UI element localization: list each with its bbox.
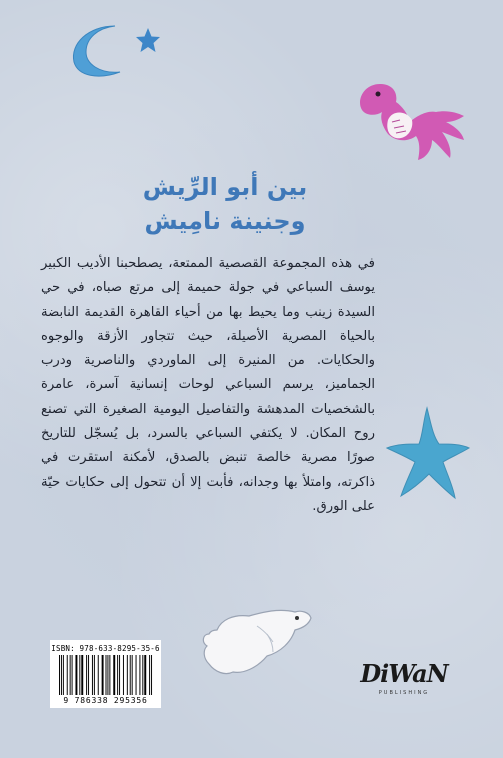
barcode-bar: [144, 655, 146, 695]
barcode-bar: [88, 655, 89, 695]
barcode-bar: [59, 655, 60, 695]
barcode-bar: [107, 655, 108, 695]
barcode-bar: [109, 655, 110, 695]
isbn-barcode: [50, 640, 161, 708]
book-title-line1: بين أبو الرِّيش: [142, 173, 308, 201]
pink-bird-illustration: [352, 70, 472, 170]
barcode-bar: [132, 655, 133, 695]
blue-starfish-illustration: [383, 404, 473, 504]
barcode-bar: [123, 655, 124, 695]
barcode-bar: [127, 655, 128, 695]
barcode-bar: [113, 655, 115, 695]
crescent-moon-icon: [60, 20, 140, 82]
book-title-line2: وجنينة نامِيش: [144, 207, 306, 235]
barcode-bar: [70, 655, 71, 695]
barcode-bar: [75, 655, 77, 695]
barcode-bar: [117, 655, 118, 695]
barcode-digits: 9 786338 295356: [63, 696, 148, 705]
barcode-bar: [72, 655, 73, 695]
barcode-bar: [130, 655, 131, 695]
barcode-bar: [67, 655, 68, 695]
barcode-bar: [149, 655, 150, 695]
barcode-bar: [119, 655, 120, 695]
barcode-bar: [86, 655, 87, 695]
barcode-bar: [136, 655, 137, 695]
barcode-bar: [142, 655, 143, 695]
barcode-bar: [98, 655, 99, 695]
publisher-tagline: PUBLISHING: [378, 690, 430, 696]
barcode-bar: [139, 655, 140, 695]
book-blurb: في هذه المجموعة القصصية الممتعة، يصطحبنا الأديب الكبير يوسف السباعي في جولة حميمة إلى مرتع صباه، في حي السيدة زينب وما يحيط بها من أحياء القاهرة القديمة النابضة بالحياة المصرية الأصيلة، حيث تتجاور الأزقة والوجوه والحكايات. من المنيرة إلى الماوردي والناصرية ودرب الجماميز، يرسم السباعي لوحات إنسانية آسرة، عامرة بالشخصيات المدهشة والتفاصيل اليومية الصغيرة التي تصنع روح المكان. لا يكتفي السباعي بالسرد، بل يُسجّل للتاريخ صورًا مصرية خالصة تنبض بالصدق، لأمكنة استقرت في ذاكرته، وامتلأ بها وجدانه، فأبت إلا أن تتحول إلى حكايات حيّة على الورق.: [41, 256, 375, 514]
barcode-bar: [61, 655, 62, 695]
barcode-bar: [81, 655, 83, 695]
barcode-bar: [102, 655, 104, 695]
barcode-bar: [106, 655, 107, 695]
barcode-bar: [94, 655, 95, 695]
publisher-logo: [345, 659, 463, 707]
barcode-bar: [151, 655, 152, 695]
small-star-icon: [134, 26, 162, 54]
publisher-logo-text: DiWaN: [360, 659, 448, 688]
barcode-bar: [79, 655, 80, 695]
isbn-label: ISBN: 978-633-8295-35-6: [51, 644, 160, 653]
white-bird-illustration: [197, 590, 317, 680]
barcode-bar: [63, 655, 64, 695]
barcode-bars: [58, 655, 154, 695]
barcode-bar: [92, 655, 93, 695]
